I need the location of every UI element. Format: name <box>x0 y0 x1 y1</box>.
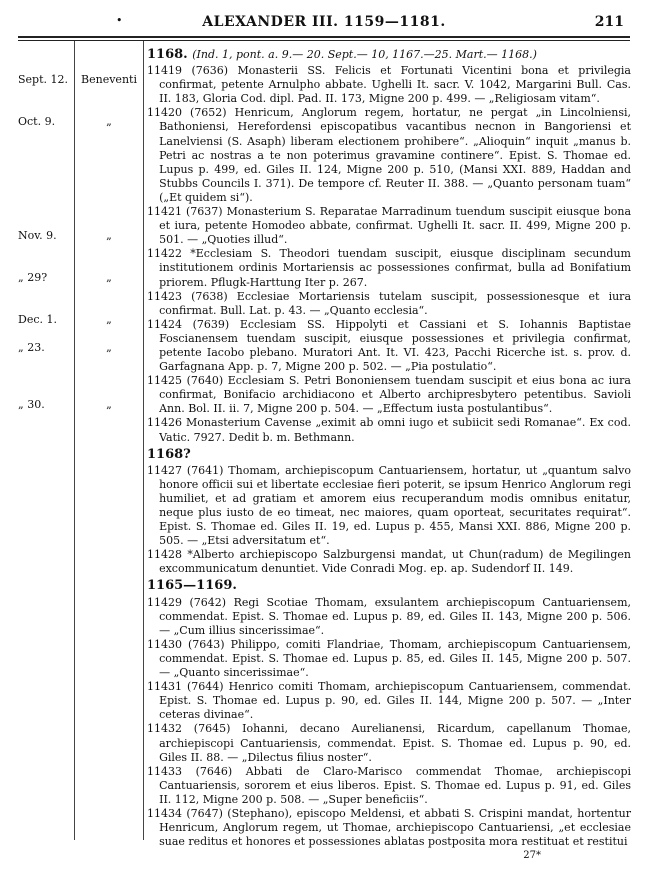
header-rule-thin <box>18 40 630 41</box>
running-title: ALEXANDER III. 1159—1181. <box>202 14 446 30</box>
register-entry: 11428 *Alberto archiepiscopo Salzburgensi mandat, ut Chun(radum) de Megilingen excommunicatum denuntiet. Vide Conradi Mog. ep. ap. Sudendorf II. 149. <box>147 548 631 576</box>
margin-place: „ <box>106 229 112 242</box>
margin-date: Dec. 1. <box>18 313 57 326</box>
register-entry: 11430 (7643) Philippo, comiti Flandriae, Thomam, archiepiscopum Cantuariensem, commendat. Epist. S. Thomae ed. Lupus p. 85, ed. Giles II. 145, Migne 200 p. 507. — „Quanto sincerissimae“. <box>147 637 631 680</box>
section-note: (Ind. 1, pont. a. 9.— 20. Sept.— 10, 1167.—25. Mart.— 1168.) <box>192 48 537 61</box>
register-entry: 11432 (7645) Iohanni, decano Aurelianensi, Ricardum, capellanum Thomae, archiepiscopi Cantuariensis, commendat. Epist. S. Thomae ed. Lupus p. 90, ed. Giles II. 88. — „Dilectus filius noster“. <box>147 722 631 764</box>
register-entry: 11425 (7640) Ecclesiam S. Petri Bononiensem tuendam suscipit et eius bona ac iura confirmat, Bonifacio archidiacono et Alberto archipresbytero petentibus. Savioli Ann. Bol. II. ii. 7, Migne 200 p. 504. — „Effectum iusta postulantibus“. <box>147 374 631 416</box>
page-number: 211 <box>594 14 624 30</box>
register-entry: 11429 (7642) Regi Scotiae Thomam, exsulantem archiepiscopum Cantuariensem, commendat. Epist. S. Thomae ed. Lupus p. 89, ed. Giles II. 143, Migne 200 p. 506. — „Cum illius sincerissimae“. <box>147 595 631 637</box>
margin-date: „ 23. <box>18 341 45 354</box>
signature-mark: 27* <box>523 850 541 862</box>
register-entry: 11423 (7638) Ecclesiae Mortariensis tutelam suscipit, possessionesque et iura confirmat. Bull. Lat. p. 43. — „Quanto ecclesia“. <box>147 289 631 317</box>
column-divider-date <box>74 41 75 840</box>
header-rule <box>18 36 630 38</box>
register-entry: 11424 (7639) Ecclesiam SS. Hippolyti et Cassiani et S. Iohannis Baptistae Foscianensem tuendam suscipit, eiusque possessiones et privilegia confirmat, petente Iacobo plebano. Muratori Ant. It. VI. 423, Pacchi Ricerche ist. s. prov. d. Garfagnana App. p. 7, Migne 200 p. 502. — „Pia postulatio“. <box>147 317 631 374</box>
register-text <box>147 45 631 863</box>
register-entry: 11427 (7641) Thomam, archiepiscopum Cantuariensem, hortatur, ut „quantum salvo honore officii sui et libertate ecclesiae fieri poterit, se ipsum Henrico Anglorum regi humiliet, et ad gratiam et amorem eius recuperandum modis omnibus enitatur, neque plus iusto de eo timeat, nec maiores, quam oporteat, securitates requirat“. Epist. S. Thomae ed. Giles II. 19, ed. Lupus p. 455, Mansi XXI. 886, Migne 200 p. 505. — „Etsi adversitatum et“. <box>147 463 631 548</box>
register-entry: 11431 (7644) Henrico comiti Thomam, archiepiscopum Cantuariensem, commendat. Epist. S. Thomae ed. Lupus p. 90, ed. Giles II. 144, Migne 200 p. 507. — „Inter ceteras divinae“. <box>147 680 631 722</box>
margin-date: Oct. 9. <box>18 115 56 128</box>
register-entry: 11421 (7637) Monasterium S. Reparatae Marradinum tuendum suscipit eiusque bona et iura, petente Homodeo abbate, confirmat. Ughelli It. sacr. II. 499, Migne 200 p. 501. — „Quoties illud“. <box>147 205 631 247</box>
register-entry: 11426 Monasterium Cavense „eximit ab omni iugo et subiicit sedi Romanae“. Ex cod. Vatic. 7927. Dedit b. m. Bethmann. <box>147 416 631 444</box>
margin-date: Sept. 12. <box>18 73 68 86</box>
header-dot: • <box>116 14 123 27</box>
margin-place: Beneventi <box>81 73 137 86</box>
column-divider-place <box>143 41 144 840</box>
margin-date: Nov. 9. <box>18 229 57 242</box>
register-entry: 11434 (7647) (Stephano), episcopo Meldensi, et abbati S. Crispini mandat, hortentur Henricum, Anglorum regem, ut Thomae, archiepiscopo Cantuariensi, „et ecclesiae suae reditus et honores et possessiones ablatas postposita mora restituat et restitui <box>147 806 631 849</box>
section-heading: 1165—1169. <box>147 578 237 594</box>
margin-date: „ 29? <box>18 271 48 284</box>
margin-date: „ 30. <box>18 398 45 411</box>
section-heading: 1168. (Ind. 1, pont. a. 9.— 20. Sept.— 10, 1167.—25. Mart.— 1168.) <box>147 47 537 62</box>
running-header <box>18 12 630 34</box>
section-heading: 1168? <box>147 446 191 462</box>
margin-place: „ <box>106 398 112 411</box>
margin-place: „ <box>106 115 112 128</box>
register-entry: 11419 (7636) Monasterii SS. Felicis et Fortunati Vicentini bona et privilegia confirmat, petente Arnulpho abbate. Ughelli It. sacr. V. 1042, Margarini Bull. Cas. II. 183, Gloria Cod. dipl. Pad. II. 173, Migne 200 p. 499. — „Religiosam vitam“. <box>147 64 631 106</box>
register-entry: 11422 *Ecclesiam S. Theodori tuendam suscipit, eiusque disciplinam secundum institutionem ordinis Mortariensis ac possessiones confirmat, bulla ad Bonifatium priorem. Pflugk-Harttung Iter p. 267. <box>147 247 631 289</box>
margin-place: „ <box>106 341 112 354</box>
margin-place: „ <box>106 313 112 326</box>
margin-place: „ <box>106 271 112 284</box>
register-entry: 11433 (7646) Abbati de Claro-Marisco commendat Thomae, archiepiscopi Cantuariensis, sororem et eius liberos. Epist. S. Thomae ed. Lupus p. 91, ed. Giles II. 112, Migne 200 p. 508. — „Super beneficiis“. <box>147 764 631 806</box>
register-entry: 11420 (7652) Henricum, Anglorum regem, hortatur, ne pergat „in Lincolniensi, Bathoniensi, Herefordensi episcopatibus vacantibus necnon in Bangoriensi et Lanelviensi (S. Asaph) liberam electionem prohibere“. „Alioquin“ inquit „manus b. Petri ac nostras a te non poterimus gravamine continere“. Epist. S. Thomae ed. Lupus p. 499, ed. Giles II. 124, Migne 200 p. 510, (Mansi XXI. 889, Haddan and Stubbs Councils I. 371). De tempore cf. Reuter II. 388. — „Quanto personam tuam“ („Et quidem si“). <box>147 106 631 204</box>
